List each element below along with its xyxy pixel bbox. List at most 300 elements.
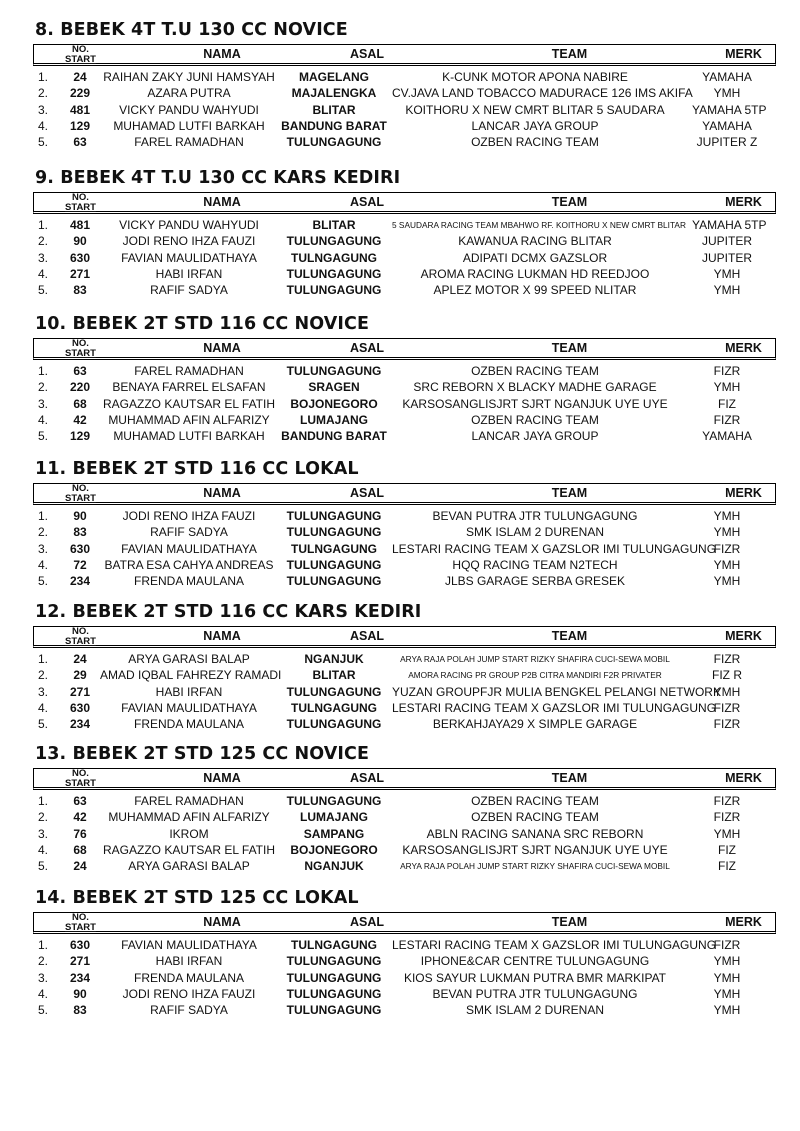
rider-name: FAVIAN MAULIDATHAYA [121, 700, 257, 715]
team-name: LANCAR JAYA GROUP [471, 429, 599, 444]
result-row [0, 1002, 800, 1018]
rider-origin: TULUNGAGUNG [286, 283, 382, 298]
rider-name: FAVIAN MAULIDATHAYA [121, 938, 257, 952]
team-name: IPHONE&CAR CENTRE TULUNGAGUNG [420, 954, 650, 969]
section-title: 11. BEBEK 2T STD 116 CC LOKAL [35, 459, 359, 479]
header-nama: NAMA [203, 629, 241, 643]
result-row [0, 118, 800, 134]
team-name: LESTARI RACING TEAM X GAZSLOR IMI TULUNGAGUNG [392, 938, 717, 952]
rider-origin: TULUNGAGUNG [286, 970, 382, 985]
header-start-label: START [65, 202, 96, 213]
rider-origin: TULUNGAGUNG [286, 234, 382, 249]
result-row [0, 793, 800, 809]
rider-origin: TULUNGAGUNG [286, 684, 382, 699]
start-number: 481 [69, 102, 91, 117]
table-header [33, 483, 776, 505]
team-name: SRC REBORN X BLACKY MADHE GARAGE [413, 380, 657, 395]
rank: 3. [38, 970, 49, 985]
rider-origin: BOJONEGORO [290, 396, 378, 411]
rider-name: JODI RENO IHZA FAUZI [122, 234, 256, 249]
rank: 2. [38, 234, 49, 249]
table-header [33, 626, 776, 648]
header-nama: NAMA [203, 915, 241, 929]
rank: 3. [38, 541, 49, 556]
header-no-start [34, 45, 127, 65]
rider-origin: BANDUNG BARAT [281, 118, 387, 133]
start-number: 630 [69, 541, 91, 556]
rider-origin: BOJONEGORO [290, 842, 378, 857]
bike-brand: YMH [713, 970, 741, 985]
header-no-start [34, 913, 127, 933]
rank: 3. [38, 102, 49, 117]
rider-origin: TULUNGAGUNG [286, 574, 382, 589]
header-team: TEAM [551, 486, 588, 500]
rider-origin: TULUNGAGUNG [286, 525, 382, 540]
header-start-label: START [65, 778, 96, 789]
rider-name: FRENDA MAULANA [133, 970, 245, 985]
bike-brand: YAMAHA 5TP [692, 102, 767, 117]
start-number: 24 [73, 70, 87, 84]
rider-origin: BLITAR [312, 102, 356, 117]
header-team: TEAM [551, 341, 588, 355]
section-title: 8. BEBEK 4T T.U 130 CC NOVICE [35, 20, 348, 40]
start-number: 630 [69, 938, 91, 952]
result-row [0, 69, 800, 85]
section-title: 12. BEBEK 2T STD 116 CC KARS KEDIRI [35, 602, 422, 622]
result-row [0, 651, 800, 667]
header-nama: NAMA [203, 486, 241, 500]
rank: 2. [38, 954, 49, 969]
team-name: KARSOSANGLISJRT SJRT NGANJUK UYE UYE [402, 842, 668, 857]
section-title: 9. BEBEK 4T T.U 130 CC KARS KEDIRI [35, 168, 401, 188]
team-name: OZBEN RACING TEAM [471, 412, 599, 427]
rank: 1. [38, 938, 49, 952]
rank: 2. [38, 380, 49, 395]
start-number: 42 [73, 412, 87, 427]
header-merk: MERK [725, 47, 762, 61]
rank: 4. [38, 412, 49, 427]
rider-origin: NGANJUK [304, 859, 364, 874]
rider-origin: TULNGAGUNG [291, 541, 377, 556]
rank: 3. [38, 250, 49, 265]
bike-brand: FIZ [718, 842, 736, 857]
section-title: 10. BEBEK 2T STD 116 CC NOVICE [35, 314, 370, 334]
team-name: LESTARI RACING TEAM X GAZSLOR IMI TULUNGAGUNG [392, 541, 717, 556]
header-team: TEAM [551, 195, 588, 209]
result-row [0, 217, 800, 233]
start-number: 271 [69, 954, 91, 969]
start-number: 76 [73, 826, 87, 841]
header-merk: MERK [725, 341, 762, 355]
table-header [33, 338, 776, 360]
rank: 4. [38, 266, 49, 281]
rank: 2. [38, 668, 49, 683]
rank: 5. [38, 717, 49, 732]
rider-origin: BLITAR [312, 218, 356, 232]
bike-brand: FIZR [713, 541, 741, 556]
start-number: 83 [73, 1003, 87, 1018]
rank: 3. [38, 396, 49, 411]
start-number: 63 [73, 135, 87, 150]
rider-name: AMAD IQBAL FAHREZY RAMADI [100, 668, 282, 683]
result-rows [0, 651, 800, 732]
rider-origin: NGANJUK [304, 652, 364, 666]
result-rows [0, 69, 800, 150]
start-number: 129 [69, 429, 91, 444]
rider-name: MUHAMMAD AFIN ALFARIZY [108, 810, 270, 825]
header-start-label: START [65, 493, 96, 504]
header-asal: ASAL [349, 341, 385, 355]
team-name: BERKAHJAYA29 X SIMPLE GARAGE [432, 717, 638, 732]
start-number: 68 [73, 842, 87, 857]
rider-name: ARYA GARASI BALAP [128, 859, 250, 874]
result-row [0, 541, 800, 557]
bike-brand: YMH [713, 574, 741, 589]
header-start-label: START [65, 922, 96, 933]
start-number: 234 [69, 574, 91, 589]
bike-brand: YMH [713, 525, 741, 540]
section-title: 13. BEBEK 2T STD 125 CC NOVICE [35, 744, 370, 764]
result-rows [0, 363, 800, 444]
rider-name: MUHAMMAD AFIN ALFARIZY [108, 412, 270, 427]
rank: 1. [38, 70, 49, 84]
header-team: TEAM [551, 771, 588, 785]
result-row [0, 937, 800, 953]
rank: 1. [38, 364, 49, 378]
rider-name: RAGAZZO KAUTSAR EL FATIH [102, 396, 276, 411]
header-nama: NAMA [203, 195, 241, 209]
start-number: 229 [69, 86, 91, 101]
result-row [0, 809, 800, 825]
rider-name: JODI RENO IHZA FAUZI [122, 986, 256, 1001]
bike-brand: YMH [713, 266, 741, 281]
result-rows [0, 937, 800, 1018]
header-no-start [34, 484, 127, 504]
bike-brand: FIZR [713, 938, 741, 952]
team-name: APLEZ MOTOR X 99 SPEED NLITAR [433, 283, 637, 298]
bike-brand: JUPITER [701, 250, 752, 265]
rider-name: BENAYA FARREL ELSAFAN [112, 380, 266, 395]
rider-origin: TULNGAGUNG [291, 700, 377, 715]
team-name: OZBEN RACING TEAM [471, 135, 599, 150]
team-name: CV.JAVA LAND TOBACCO MADURACE 126 IMS AKIFA [392, 86, 693, 101]
header-no-start [34, 339, 127, 359]
rank: 5. [38, 283, 49, 298]
bike-brand: YAMAHA [702, 429, 752, 444]
result-row [0, 667, 800, 683]
rank: 3. [38, 826, 49, 841]
header-no-label: NO. [72, 192, 89, 203]
bike-brand: YMH [713, 509, 741, 523]
rider-name: FAVIAN MAULIDATHAYA [121, 541, 257, 556]
start-number: 234 [69, 717, 91, 732]
table-header [33, 768, 776, 790]
result-row [0, 700, 800, 716]
bike-brand: YMH [713, 283, 741, 298]
result-row [0, 716, 800, 732]
team-name: AROMA RACING LUKMAN HD REEDJOO [420, 266, 650, 281]
header-no-start [34, 193, 127, 213]
header-merk: MERK [725, 915, 762, 929]
rank: 2. [38, 525, 49, 540]
rider-origin: TULNGAGUNG [291, 250, 377, 265]
rank: 1. [38, 218, 49, 232]
rider-origin: TULUNGAGUNG [286, 986, 382, 1001]
rider-origin: TULUNGAGUNG [286, 266, 382, 281]
bike-brand: JUPITER Z [696, 135, 758, 150]
start-number: 24 [73, 652, 87, 666]
result-rows [0, 508, 800, 589]
bike-brand: FIZR [713, 652, 741, 666]
header-no-start [34, 769, 127, 789]
rider-name: BATRA ESA CAHYA ANDREAS [104, 557, 274, 572]
team-name: KAWANUA RACING BLITAR [458, 234, 612, 249]
table-header [33, 912, 776, 934]
header-no-label: NO. [72, 768, 89, 779]
header-no-label: NO. [72, 912, 89, 923]
table-header [33, 44, 776, 66]
result-row [0, 396, 800, 412]
header-no-label: NO. [72, 44, 89, 55]
bike-brand: YMH [713, 954, 741, 969]
rider-origin: MAJALENGKA [291, 86, 377, 101]
rider-name: ARYA GARASI BALAP [128, 652, 250, 666]
rider-origin: TULUNGAGUNG [286, 954, 382, 969]
start-number: 630 [69, 700, 91, 715]
header-no-label: NO. [72, 338, 89, 349]
header-asal: ASAL [349, 47, 385, 61]
bike-brand: YMH [713, 1003, 741, 1018]
rider-name: FAREL RAMADHAN [134, 135, 244, 150]
rider-name: AZARA PUTRA [147, 86, 231, 101]
start-number: 83 [73, 283, 87, 298]
header-no-label: NO. [72, 483, 89, 494]
rider-origin: TULNGAGUNG [291, 938, 377, 952]
rider-name: FAREL RAMADHAN [134, 794, 244, 808]
result-row [0, 250, 800, 266]
team-name: KOITHORU X NEW CMRT BLITAR 5 SAUDARA [405, 102, 665, 117]
rider-name: VICKY PANDU WAHYUDI [119, 218, 259, 232]
result-rows [0, 217, 800, 298]
team-name: KIOS SAYUR LUKMAN PUTRA BMR MARKIPAT [403, 970, 667, 985]
start-number: 271 [69, 266, 91, 281]
result-row [0, 233, 800, 249]
header-no-label: NO. [72, 626, 89, 637]
bike-brand: FIZR [713, 717, 741, 732]
result-rows [0, 793, 800, 874]
header-merk: MERK [725, 195, 762, 209]
result-row [0, 858, 800, 874]
bike-brand: YMH [713, 684, 741, 699]
rank: 5. [38, 574, 49, 589]
bike-brand: YMH [713, 380, 741, 395]
start-number: 63 [73, 364, 87, 378]
team-name: ADIPATI DCMX GAZSLOR [462, 250, 608, 265]
result-row [0, 842, 800, 858]
rank: 5. [38, 135, 49, 150]
team-name: AMORA RACING PR GROUP P2B CITRA MANDIRI F2R PRIVATER [408, 670, 662, 681]
rider-origin: TULUNGAGUNG [286, 717, 382, 732]
section-title: 14. BEBEK 2T STD 125 CC LOKAL [35, 888, 359, 908]
team-name: ABLN RACING SANANA SRC REBORN [426, 826, 644, 841]
header-team: TEAM [551, 915, 588, 929]
rider-name: RAFIF SADYA [150, 1003, 228, 1018]
rider-name: JODI RENO IHZA FAUZI [122, 509, 256, 523]
bike-brand: YAMAHA [702, 118, 752, 133]
bike-brand: FIZR [713, 810, 741, 825]
rider-name: FAREL RAMADHAN [134, 364, 244, 378]
rider-origin: SAMPANG [303, 826, 365, 841]
rank: 4. [38, 700, 49, 715]
header-asal: ASAL [349, 629, 385, 643]
rank: 2. [38, 86, 49, 101]
start-number: 481 [69, 218, 91, 232]
team-name: OZBEN RACING TEAM [471, 794, 599, 808]
header-asal: ASAL [349, 771, 385, 785]
team-name: OZBEN RACING TEAM [471, 810, 599, 825]
rank: 5. [38, 429, 49, 444]
bike-brand: FIZ [718, 859, 736, 874]
header-no-start [34, 627, 127, 647]
result-row [0, 363, 800, 379]
team-name: HQQ RACING TEAM N2TECH [452, 557, 618, 572]
rider-origin: TULUNGAGUNG [286, 794, 382, 808]
header-nama: NAMA [203, 771, 241, 785]
bike-brand: YAMAHA [702, 70, 752, 84]
rider-name: FRENDA MAULANA [133, 574, 245, 589]
rider-origin: TULUNGAGUNG [286, 557, 382, 572]
team-name: KARSOSANGLISJRT SJRT NGANJUK UYE UYE [402, 396, 668, 411]
rider-name: MUHAMAD LUTFI BARKAH [113, 118, 265, 133]
rank: 4. [38, 842, 49, 857]
rider-name: RAGAZZO KAUTSAR EL FATIH [102, 842, 276, 857]
bike-brand: YMH [713, 86, 741, 101]
result-row [0, 684, 800, 700]
rider-name: RAFIF SADYA [150, 283, 228, 298]
start-number: 234 [69, 970, 91, 985]
header-start-label: START [65, 636, 96, 647]
result-row [0, 379, 800, 395]
header-nama: NAMA [203, 47, 241, 61]
start-number: 68 [73, 396, 87, 411]
header-team: TEAM [551, 47, 588, 61]
team-name: OZBEN RACING TEAM [471, 364, 599, 378]
header-asal: ASAL [349, 486, 385, 500]
rank: 2. [38, 810, 49, 825]
rank: 1. [38, 794, 49, 808]
bike-brand: YMH [713, 557, 741, 572]
result-row [0, 282, 800, 298]
rider-name: FAVIAN MAULIDATHAYA [121, 250, 257, 265]
result-row [0, 428, 800, 444]
table-header [33, 192, 776, 214]
header-nama: NAMA [203, 341, 241, 355]
team-name: BEVAN PUTRA JTR TULUNGAGUNG [432, 509, 638, 523]
rank: 4. [38, 118, 49, 133]
bike-brand: FIZ R [712, 668, 742, 683]
rider-origin: BANDUNG BARAT [281, 429, 387, 444]
result-row [0, 85, 800, 101]
start-number: 90 [73, 509, 87, 523]
header-asal: ASAL [349, 915, 385, 929]
rider-origin: TULUNGAGUNG [286, 364, 382, 378]
team-name: ARYA RAJA POLAH JUMP START RIZKY SHAFIRA CUCI-SEWA MOBIL [400, 654, 670, 664]
rider-name: VICKY PANDU WAHYUDI [119, 102, 259, 117]
result-row [0, 102, 800, 118]
bike-brand: YMH [713, 826, 741, 841]
rider-origin: TULUNGAGUNG [286, 509, 382, 523]
rider-origin: LUMAJANG [300, 412, 368, 427]
team-name: BEVAN PUTRA JTR TULUNGAGUNG [432, 986, 638, 1001]
rank: 5. [38, 1003, 49, 1018]
rider-origin: SRAGEN [308, 380, 360, 395]
rank: 4. [38, 986, 49, 1001]
team-name: ARYA RAJA POLAH JUMP START RIZKY SHAFIRA CUCI-SEWA MOBIL [400, 861, 670, 872]
rider-name: IKROM [169, 826, 209, 841]
result-row [0, 557, 800, 573]
rider-name: FRENDA MAULANA [133, 717, 245, 732]
start-number: 630 [69, 250, 91, 265]
rank: 5. [38, 859, 49, 874]
bike-brand: FIZR [713, 794, 741, 808]
rider-origin: TULUNGAGUNG [286, 135, 382, 150]
rider-name: HABI IRFAN [155, 954, 223, 969]
rank: 3. [38, 684, 49, 699]
header-merk: MERK [725, 629, 762, 643]
result-row [0, 266, 800, 282]
rank: 1. [38, 509, 49, 523]
rider-name: RAIHAN ZAKY JUNI HAMSYAH [103, 70, 275, 84]
rider-name: RAFIF SADYA [150, 525, 228, 540]
rider-name: HABI IRFAN [155, 266, 223, 281]
header-asal: ASAL [349, 195, 385, 209]
rider-name: MUHAMAD LUTFI BARKAH [113, 429, 265, 444]
rider-origin: LUMAJANG [300, 810, 368, 825]
team-name: LANCAR JAYA GROUP [471, 118, 599, 133]
bike-brand: YAMAHA 5TP [692, 218, 767, 232]
bike-brand: JUPITER [701, 234, 752, 249]
team-name: YUZAN GROUPFJR MULIA BENGKEL PELANGI NETWORK [392, 684, 721, 699]
bike-brand: FIZR [713, 364, 741, 378]
result-row [0, 970, 800, 986]
result-row [0, 134, 800, 150]
rider-origin: MAGELANG [299, 70, 369, 84]
rider-origin: BLITAR [312, 668, 356, 683]
start-number: 42 [73, 810, 87, 825]
start-number: 29 [73, 668, 87, 683]
start-number: 83 [73, 525, 87, 540]
start-number: 220 [69, 380, 91, 395]
result-row [0, 573, 800, 589]
result-row [0, 953, 800, 969]
start-number: 271 [69, 684, 91, 699]
header-merk: MERK [725, 486, 762, 500]
result-row [0, 986, 800, 1002]
team-name: 5 SAUDARA RACING TEAM MBAHWO RF. KOITHORU X NEW CMRT BLITAR [392, 220, 686, 230]
header-team: TEAM [551, 629, 588, 643]
header-start-label: START [65, 348, 96, 359]
result-row [0, 412, 800, 428]
bike-brand: YMH [713, 986, 741, 1001]
team-name: SMK ISLAM 2 DURENAN [465, 525, 605, 540]
rank: 4. [38, 557, 49, 572]
start-number: 63 [73, 794, 87, 808]
result-row [0, 508, 800, 524]
start-number: 90 [73, 234, 87, 249]
team-name: LESTARI RACING TEAM X GAZSLOR IMI TULUNGAGUNG [392, 700, 717, 715]
header-start-label: START [65, 54, 96, 65]
bike-brand: FIZ [718, 396, 736, 411]
